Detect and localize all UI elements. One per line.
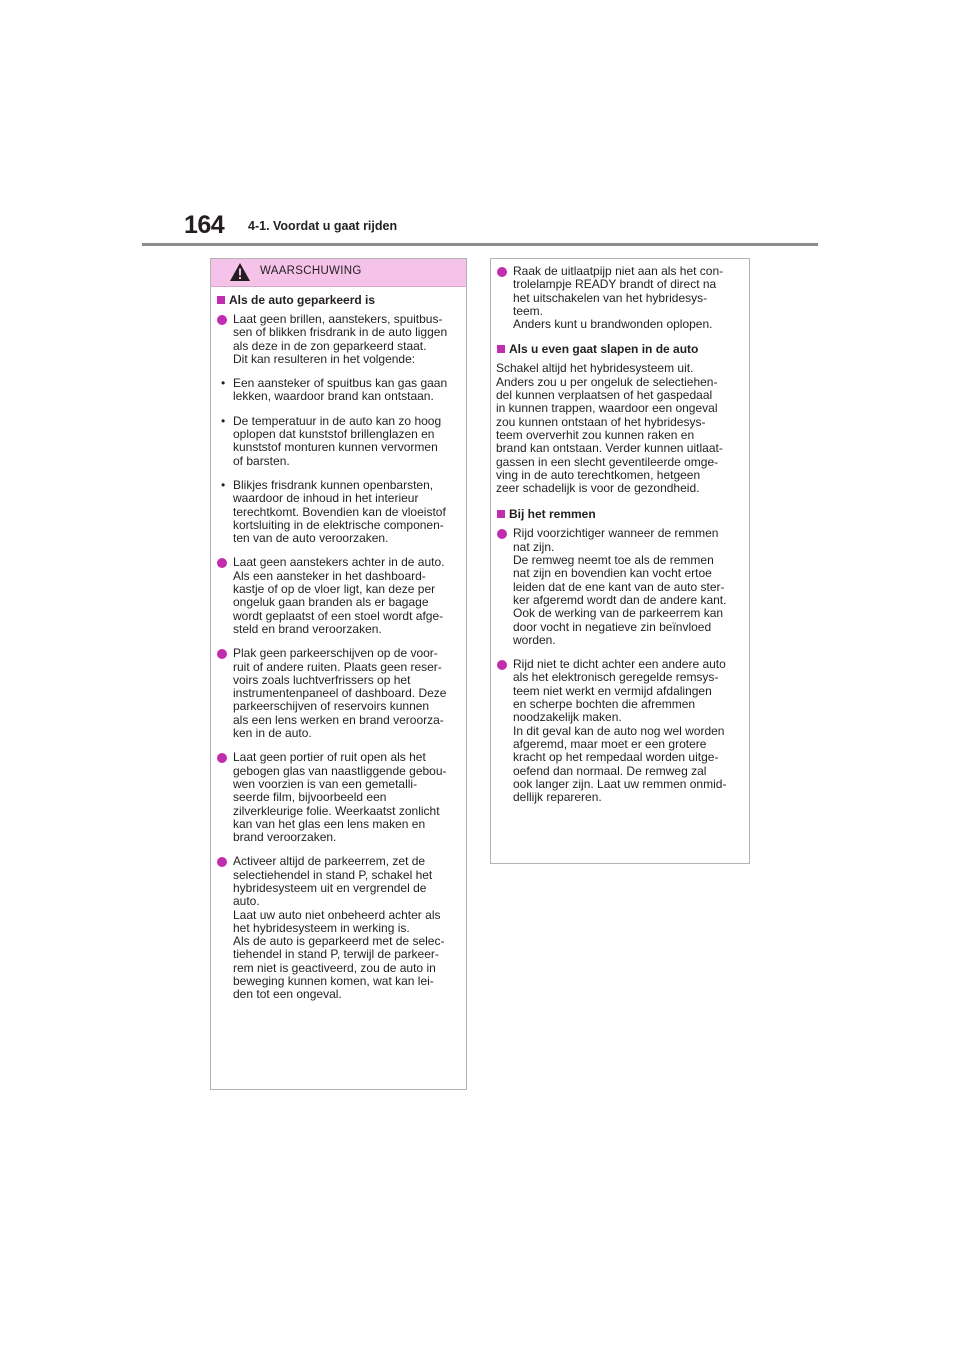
bullet-item: Laat geen brillen, aanstekers, spuitbus- sen of blikken frisdrank in de auto liggen als deze in de zon geparkeerd staat. Dit kan resulteren in het volgende:	[216, 313, 460, 366]
sub-item: • Een aansteker of spuitbus kan gas gaan lekken, waardoor brand kan ontstaan.	[221, 376, 448, 404]
sub-item: • De temperatuur in de auto kan zo hoog oplopen dat kunststof brillenglazen en kunststof monturen kunnen vervormen of barsten.	[221, 413, 442, 468]
bullet-dot-icon	[217, 649, 227, 659]
bullet-dot-icon	[497, 529, 507, 539]
warning-triangle-icon	[229, 262, 251, 282]
bullet-dot-icon	[497, 267, 507, 277]
section-heading-parked: Als de auto geparkeerd is	[216, 293, 460, 307]
bullet-dot-icon	[217, 753, 227, 763]
warning-content	[216, 293, 460, 1013]
chapter-title: 4-1. Voordat u gaat rijden	[248, 219, 398, 233]
bullet-item: Raak de uitlaatpijp niet aan als het con- trolelampje READY brandt of direct na het uitschakelen van het hybridesys- teem. Anders kunt u brandwonden oplopen.	[496, 265, 743, 331]
paragraph: Schakel altijd het hybridesysteem uit. Anders zou u per ongeluk de selectiehen- del kunnen verplaatsen of het gaspedaal in kunnen trappen, waardoor een ongeval zou kunnen ontstaan of het hybridesys- teem oververhit zou kunnen raken en brand kan ontstaan. Verder kunnen uitlaat- gassen in een slecht geventileerde omge- ving in de auto terechtkomen, hetgeen zeer schadelijk is voor de gezondheid.	[496, 361, 723, 496]
square-marker-icon	[217, 296, 225, 304]
bullet-item: Laat geen portier of ruit open als het gebogen glas van naastliggende gebou- wen voorzien is van een gemetalli- seerde film, bijvoorbeeld een zilverkleurige folie. Weerkaatst zonlicht kan van het glas een lens maken en brand veroorzaken.	[216, 751, 460, 844]
section-heading-braking: Bij het remmen	[496, 507, 743, 521]
sub-bullet-mark: •	[221, 413, 226, 428]
warning-header	[211, 259, 466, 287]
sub-bullet-mark: •	[221, 477, 226, 492]
continued-content	[496, 265, 743, 815]
header-rule	[142, 243, 818, 246]
bullet-item: Plak geen parkeerschijven op de voor- ruit of andere ruiten. Plaats geen reser- voirs zoals luchtverfrissers op het instrumentenpaneel of dashboard. Deze parkeerschijven of reservoirs kunnen als een lens werken en brand veroorza- ken in de auto.	[216, 647, 460, 740]
bullet-item: Laat geen aanstekers achter in de auto. Als een aansteker in het dashboard- kastje of op de vloer ligt, kan deze per ongeluk gaan branden als er bagage wordt geplaatst of een stoel wordt afge- steld en brand veroorzaken.	[216, 556, 460, 636]
warning-box	[210, 258, 467, 1090]
page-number: 164	[184, 211, 225, 239]
section-heading-sleeping: Als u even gaat slapen in de auto	[496, 342, 743, 356]
bullet-dot-icon	[217, 558, 227, 568]
square-marker-icon	[497, 345, 505, 353]
warning-title: WAARSCHUWING	[260, 265, 362, 277]
bullet-dot-icon	[497, 660, 507, 670]
bullet-dot-icon	[217, 857, 227, 867]
bullet-item: Rijd voorzichtiger wanneer de remmen nat zijn. De remweg neemt toe als de remmen nat zijn en bovendien kan vocht ertoe leiden dat de ene kant van de auto ster- ker afgeremd wordt dan de andere kant. Ook de werking van de parkeerrem kan door vocht in negatieve zin beïnvloed worden.	[496, 527, 743, 647]
sub-bullet-mark: •	[221, 376, 226, 391]
bullet-item: Rijd niet te dicht achter een andere auto als het elektronisch geregelde remsys- teem niet werkt en vermijd afdalingen en scherpe bochten die afremmen noodzakelijk maken. In dit geval kan de auto nog wel worden afgeremd, maar moet er een grotere kracht op het rempedaal worden uitge- oefend dan normaal. De remweg zal ook langer zijn. Laat uw remmen onmid- dellijk repareren.	[496, 658, 743, 804]
sub-item: • Blikjes frisdrank kunnen openbarsten, waardoor de inhoud in het interieur terechtkomt. Bovendien kan de vloeistof kortsluiting in de elektrische componen- ten van de auto veroorzaken.	[221, 477, 446, 546]
warning-box-continued	[490, 258, 750, 864]
bullet-dot-icon	[217, 315, 227, 325]
bullet-item: Activeer altijd de parkeerrem, zet de selectiehendel in stand P, schakel het hybridesysteem uit en vergrendel de auto. Laat uw auto niet onbeheerd achter als het hybridesysteem in werking is. Als de auto is geparkeerd met de selec- tiehendel in stand P, terwijl de parkeer- rem niet is geactiveerd, zou de auto in beweging kunnen komen, wat kan lei- den tot een ongeval.	[216, 855, 460, 1001]
square-marker-icon	[497, 510, 505, 518]
